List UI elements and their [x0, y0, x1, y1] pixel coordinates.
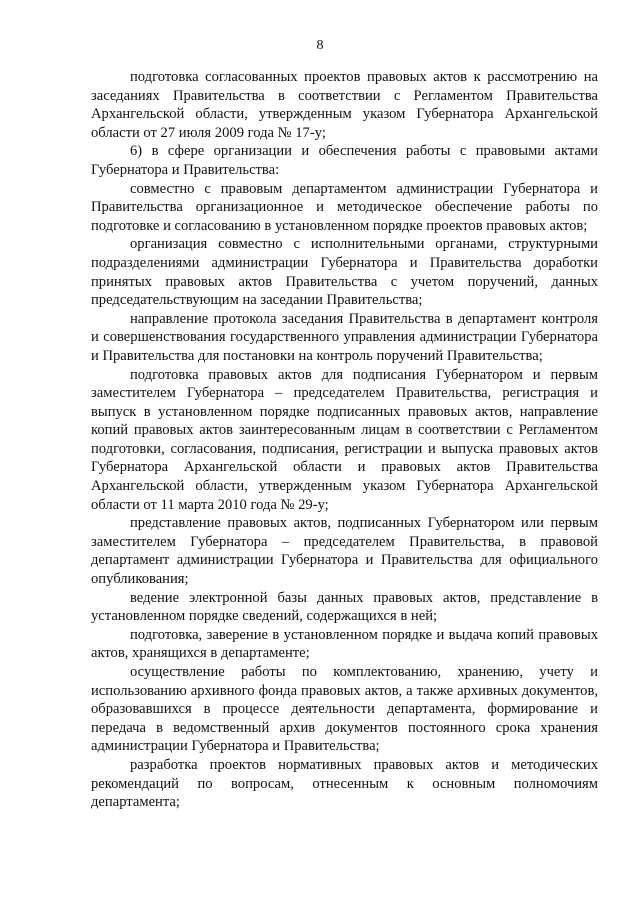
- paragraph: ведение электронной базы данных правовых актов, представление в установленном порядке сведений, содержащихся в ней;: [91, 589, 598, 625]
- paragraph: представление правовых актов, подписанных Губернатором или первым заместителем Губернатора – председателем Правительства, в правовой департамент администрации Губернатора и Правительства для официального опубликования;: [91, 515, 598, 588]
- paragraph: подготовка согласованных проектов правовых актов к рассмотрению на заседаниях Правительства в соответствии с Регламентом Правительства Архангельской области, утвержденным указом Губернатора Архангельской области от 27 июля 2009 года № 17-у;: [91, 69, 598, 141]
- paragraph: разработка проектов нормативных правовых актов и методических рекомендаций по вопросам, отнесенным к основным полномочиям департамента;: [91, 756, 598, 811]
- paragraph: осуществление работы по комплектованию, хранению, учету и использованию архивного фонда правовых актов, а также архивных документов, образовавшихся в процессе деятельности департамента, формирование и передача в ведомственный архив документов постоянного срока хранения администрации Губернатора и Правительства;: [91, 664, 598, 755]
- document-body: [91, 68, 598, 812]
- paragraph: совместно с правовым департаментом администрации Губернатора и Правительства организационное и методическое обеспечение работы по подготовке и согласованию в установленном порядке проектов правовых актов;: [91, 180, 598, 234]
- paragraph: организация совместно с исполнительными органами, структурными подразделениями администрации Губернатора и Правительства доработки принятых правовых актов Правительства с учетом поручений, данных председательствующим на заседании Правительства;: [91, 236, 598, 309]
- paragraph: подготовка правовых актов для подписания Губернатором и первым заместителем Губернатора – председателем Правительства, регистрация и выпуск в установленном порядке подписанных правовых актов, направление копий правовых актов заинтересованным лицам в соответствии с Регламентом подготовки, согласования, подписания, регистрации и выпуска правовых актов Губернатора Архангельской области и правовых актов Правительства Архангельской области, утвержденным указом Губернатора Архангельской области от 11 марта 2010 года № 29-у;: [91, 366, 598, 513]
- page-number: 8: [316, 38, 324, 53]
- paragraph: направление протокола заседания Правительства в департамент контроля и совершенствования государственного управления администрации Губернатора и Правительства для постановки на контроль поручений Правительства;: [91, 310, 598, 364]
- paragraph: 6) в сфере организации и обеспечения работы с правовыми актами Губернатора и Правительства:: [91, 143, 598, 178]
- paragraph: подготовка, заверение в установленном порядке и выдача копий правовых актов, хранящихся в департаменте;: [91, 626, 598, 662]
